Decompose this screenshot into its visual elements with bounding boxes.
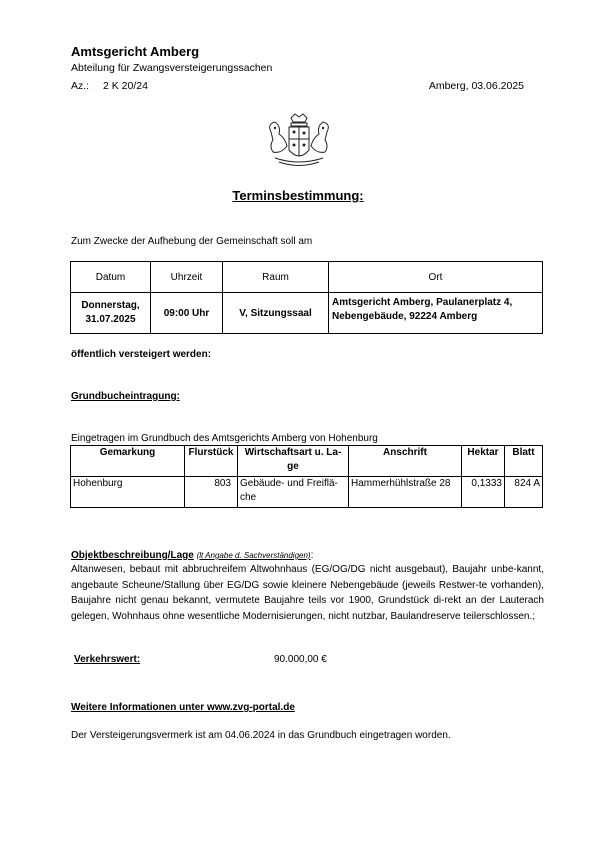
object-heading-note: (lt Angabe d. Sachverständigen) — [196, 551, 311, 560]
header-place: Ort — [329, 262, 543, 293]
file-number-label: Az.: — [71, 80, 90, 92]
place-line-2: Nebengebäude, 92224 Amberg — [332, 311, 478, 322]
register-note: Der Versteigerungsvermerk ist am 04.06.2024 in das Grundbuch eingetragen worden. — [71, 730, 451, 741]
market-value: 90.000,00 € — [274, 654, 327, 665]
appointment-table — [70, 261, 543, 334]
land-register-intro: Eingetragen im Grundbuch des Amtsgerichts Amberg von Hohenburg — [71, 433, 378, 444]
date-weekday: Donnerstag, — [81, 300, 140, 311]
cell-blatt: 824 A — [505, 477, 543, 508]
object-heading-colon: : — [310, 550, 314, 561]
land-register-table — [70, 445, 543, 508]
place-date: Amberg, 03.06.2025 — [428, 80, 524, 92]
header-wirtschaftsart: Wirtschaftsart u. La-ge — [238, 446, 349, 477]
header-date: Datum — [71, 262, 151, 293]
cell-hektar: 0,1333 — [462, 477, 505, 508]
cell-gemarkung: Hohenburg — [71, 477, 185, 508]
object-heading — [71, 550, 313, 561]
header-blatt: Blatt — [505, 446, 543, 477]
document-title: Terminsbestimmung: — [232, 188, 364, 203]
court-name: Amtsgericht Amberg — [71, 44, 200, 59]
auction-text: öffentlich versteigert werden: — [71, 349, 212, 360]
appointment-date — [71, 293, 151, 334]
cell-anschrift: Hammerhühlstraße 28 — [349, 477, 462, 508]
intro-text: Zum Zwecke der Aufhebung der Gemeinschaft soll am — [71, 236, 313, 247]
object-description: Altanwesen, bebaut mit abbruchreifem Altwohnhaus (EG/OG/DG nicht ausgebaut), Baujahr unbe-kannt, angebaute Scheune/Stallung über EG/DG sowie kleinere Nebengebäude (jeweils Restwer-te vorhanden), Baujahre nicht genau bekannt, vermutete Baujahre teils vor 1900, Grundstück di-rekt an der Lauterach gelegen, Wohnhaus ohne wesentliche Modernisierungen, nicht nutzbar, Baulandreserve teilerschlossen.; — [71, 564, 544, 622]
object-heading-text: Objektbeschreibung/Lage — [71, 550, 194, 561]
market-value-label: Verkehrswert: — [74, 654, 141, 665]
header-room: Raum — [223, 262, 329, 293]
bavarian-coat-of-arms-icon — [261, 112, 337, 170]
place-line-1: Amtsgericht Amberg, Paulanerplatz 4, — [332, 297, 513, 308]
department: Abteilung für Zwangsversteigerungssachen — [71, 62, 273, 74]
header-anschrift: Anschrift — [349, 446, 462, 477]
header-flurstueck: Flurstück — [185, 446, 238, 477]
cell-wirtschaftsart: Gebäude- und Freiflä-che — [238, 477, 349, 508]
appointment-room: V, Sitzungssaal — [223, 293, 329, 334]
file-number: 2 K 20/24 — [103, 80, 148, 92]
appointment-time: 09:00 Uhr — [151, 293, 223, 334]
header-hektar: Hektar — [462, 446, 505, 477]
land-register-heading: Grundbucheintragung: — [71, 391, 180, 402]
header-gemarkung: Gemarkung — [71, 446, 185, 477]
cell-flurstueck: 803 — [185, 477, 238, 508]
header-time: Uhrzeit — [151, 262, 223, 293]
appointment-place — [329, 293, 543, 334]
date-value: 31.07.2025 — [85, 314, 136, 325]
info-link[interactable]: Weitere Informationen unter www.zvg-portal.de — [71, 702, 295, 713]
